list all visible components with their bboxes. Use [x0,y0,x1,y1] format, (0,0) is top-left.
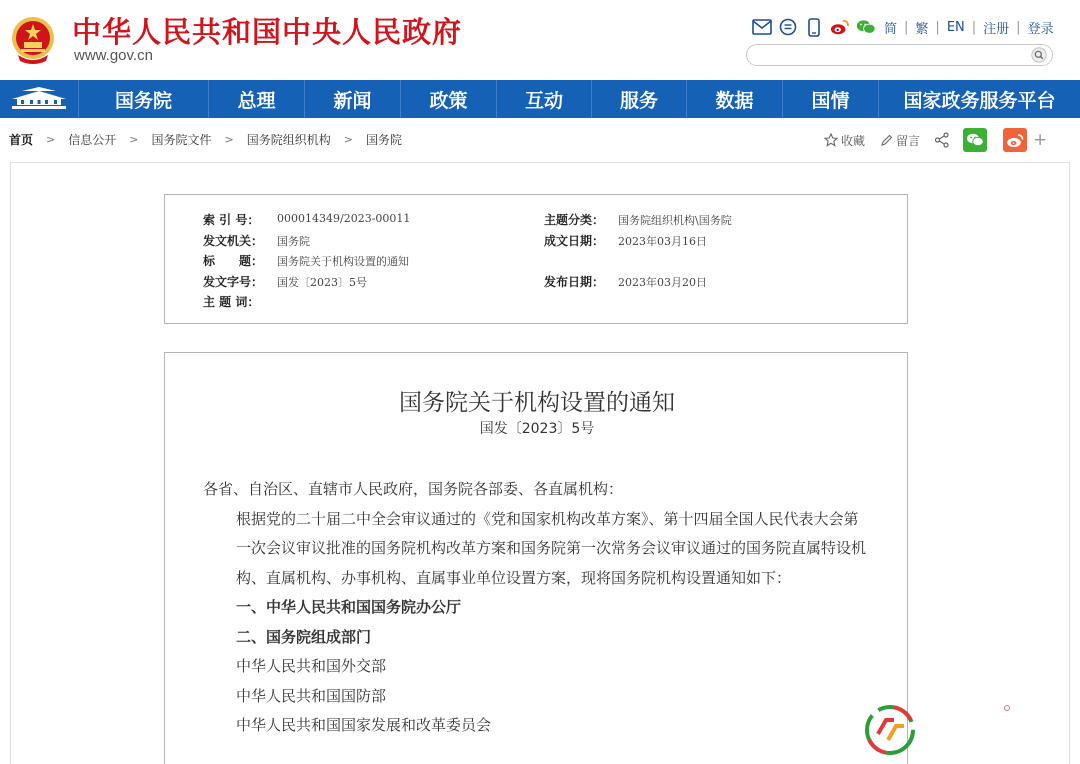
meta-title-row [203,252,409,269]
nav-item-policies[interactable]: 政策 [400,80,496,118]
department-item: 中华人民共和国外交部 [236,657,387,675]
breadcrumb-home[interactable]: 首页 [9,133,34,147]
meta-docno-value: 国发〔2023〕5号 [277,276,367,289]
page-actions [824,128,1047,152]
document-salutation: 各省、自治区、直辖市人民政府，国务院各部委、各直属机构： [203,480,624,498]
meta-category-label: 主题分类： [544,213,605,227]
header-tools [752,16,876,38]
meta-issuer-row [203,232,310,249]
favorite-button[interactable] [824,132,865,149]
share-button[interactable] [934,132,950,148]
meta-published-value: 2023年03月20日 [618,276,707,289]
meta-docno-label: 发文字号： [203,275,264,289]
more-share-icon[interactable]: + [1033,130,1048,150]
decorative-dot [1004,705,1010,711]
chevron-right-icon: > [224,133,234,146]
search-box [746,44,1053,66]
document-title: 国务院关于机构设置的通知 [399,390,675,416]
site-url[interactable]: www.gov.cn [74,47,153,64]
message-icon[interactable] [778,17,798,37]
wechat-share-button[interactable] [963,128,987,152]
lang-simplified-link[interactable]: 简 [884,22,898,37]
breadcrumb-council-organization[interactable]: 国务院组织机构 [246,133,331,147]
chevron-right-icon: > [129,133,139,146]
meta-published-row [544,273,707,290]
document-section-heading: 二、国务院组成部门 [236,627,372,646]
nav-item-news[interactable]: 新闻 [304,80,400,118]
weibo-icon[interactable] [830,17,850,37]
meta-category-value: 国务院组织机构\国务院 [618,214,732,227]
meta-published-label: 发布日期： [544,275,605,289]
meta-index-value: 000014349/2023-00011 [277,212,411,225]
document-body-box [164,352,908,764]
pen-icon [880,134,893,147]
meta-index-row [203,211,410,228]
nav-item-service-platform[interactable]: 国家政务服务平台 [878,80,1080,118]
nav-item-national-info[interactable]: 国情 [782,80,878,118]
watermark-logo [864,704,916,756]
document-meta-box [164,194,908,324]
site-header [0,0,1080,80]
meta-created-value: 2023年03月16日 [618,235,707,248]
search-input[interactable] [757,47,1027,63]
login-link[interactable]: 登录 [1027,22,1054,37]
star-icon [824,133,838,147]
nav-item-interaction[interactable]: 互动 [496,80,591,118]
breadcrumb-council-documents[interactable]: 国务院文件 [151,133,212,147]
meta-keywords-row [203,293,277,310]
chevron-right-icon: > [343,133,353,146]
nav-item-premier[interactable]: 总理 [208,80,304,118]
register-link[interactable]: 注册 [983,22,1010,37]
nav-item-services[interactable]: 服务 [591,80,686,118]
document-text [203,475,873,741]
favorite-label: 收藏 [841,133,866,148]
mobile-icon[interactable] [804,17,824,37]
lang-english-link[interactable]: EN [946,20,965,35]
document-section-heading: 一、中华人民共和国国务院办公厅 [236,598,462,616]
department-item: 中华人民共和国国防部 [236,686,387,705]
department-item: 中华人民共和国国家发展和改革委员会 [236,716,492,734]
nav-item-data[interactable]: 数据 [686,80,782,118]
weibo-icon [1006,133,1024,148]
national-emblem-icon[interactable] [10,15,56,65]
document-paragraph: 根据党的二十届二中全会审议通过的《党和国家机构改革方案》、第十四届全国人民代表大会第一次会议审议批准的国务院机构改革方案和国务院第一次常务会议审议通过的国务院直属特设机构、直属机构、办事机构、直属事业单位设置方案，现将国务院机构设置通知如下： [236,509,867,587]
comment-label: 留言 [896,133,921,148]
document-number: 国发〔2023〕5号 [479,421,595,437]
language-links: 简 | 繁 | EN | 注册 | 登录 [884,20,1054,37]
nav-item-state-council[interactable]: 国务院 [78,80,208,118]
meta-created-row [544,232,707,249]
meta-issuer-label: 发文机关： [203,234,264,248]
meta-title-label: 标 题： [203,254,264,268]
wechat-icon [966,133,984,147]
meta-created-label: 成文日期： [544,234,605,248]
meta-category-row [544,211,732,228]
breadcrumb-state-council[interactable]: 国务院 [365,133,402,147]
breadcrumb-info-disclosure[interactable]: 信息公开 [68,133,117,147]
comment-button[interactable] [880,132,920,149]
lang-traditional-link[interactable]: 繁 [915,22,929,37]
meta-keywords-label: 主 题 词： [203,295,260,309]
search-icon[interactable] [1031,47,1047,63]
wechat-icon[interactable] [856,17,876,37]
email-icon[interactable] [752,17,772,37]
tiananmen-home-icon [8,87,70,111]
share-icon [934,132,950,148]
meta-title-value: 国务院关于机构设置的通知 [277,255,409,268]
meta-docno-row [203,273,367,290]
meta-issuer-value: 国务院 [277,235,310,248]
main-nav [0,80,1080,118]
meta-index-label: 索 引 号： [203,213,260,227]
chevron-right-icon: > [46,133,56,146]
breadcrumb [9,131,402,148]
site-title[interactable]: 中华人民共和国中央人民政府 [72,15,463,49]
weibo-share-button[interactable] [1003,128,1027,152]
nav-home[interactable] [0,80,78,118]
